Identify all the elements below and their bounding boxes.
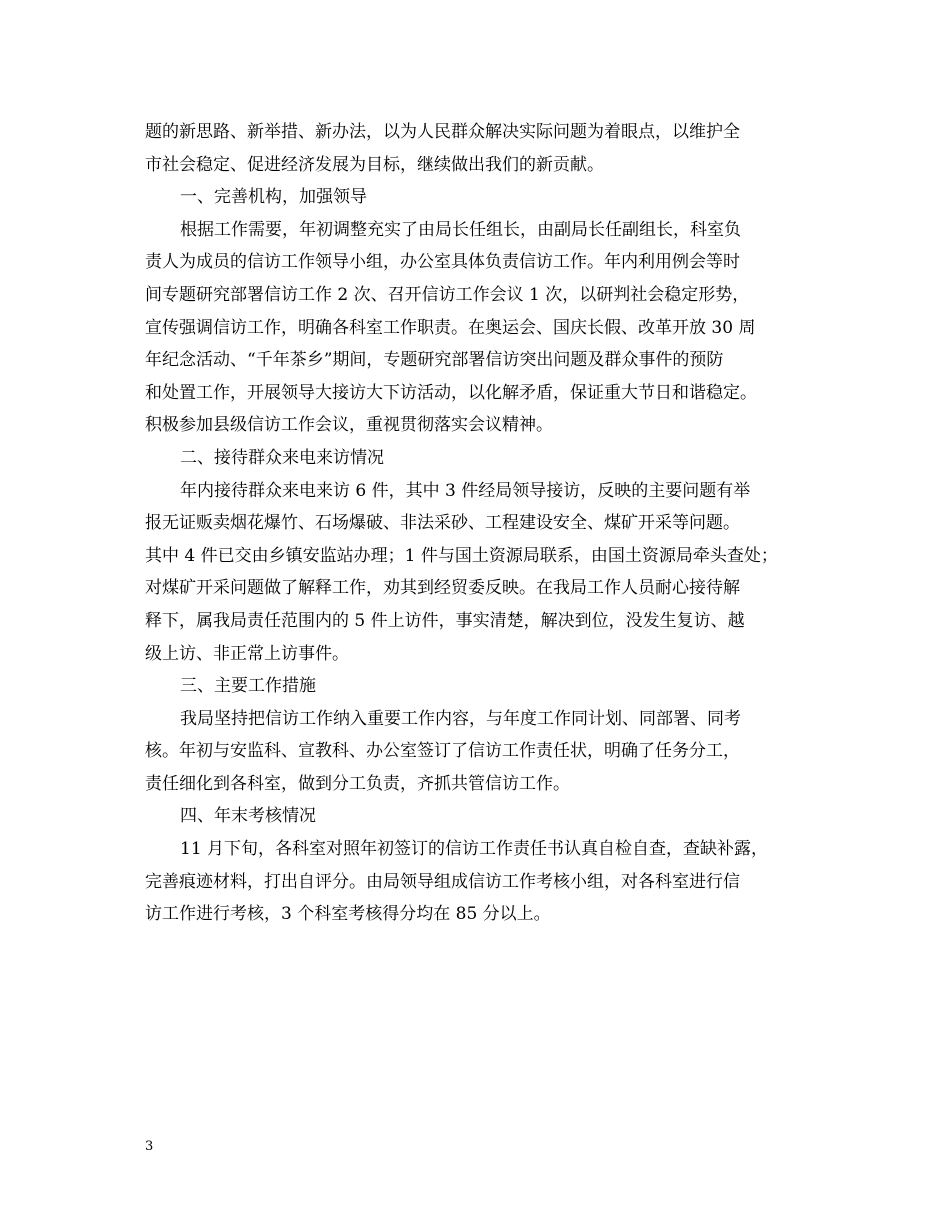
text-line: 我局坚持把信访工作纳入重要工作内容，与年度工作同计划、同部署、同考 bbox=[180, 708, 741, 729]
text-line: 根据工作需要，年初调整充实了由局长任组长，由副局长任副组长，科室负 bbox=[180, 219, 741, 240]
text-line: 一、完善机构，加强领导 bbox=[180, 187, 367, 208]
document-body bbox=[145, 116, 810, 931]
text-line: 二、接待群众来电来访情况 bbox=[180, 447, 384, 468]
text-line: 四、年末考核情况 bbox=[180, 806, 316, 827]
text-line: 积极参加县级信访工作会议，重视贯彻落实会议精神。 bbox=[145, 415, 553, 436]
text-line: 责任细化到各科室，做到分工负责，齐抓共管信访工作。 bbox=[145, 773, 570, 794]
text-line: 年纪念活动、“千年茶乡”期间，专题研究部署信访突出问题及群众事件的预防 bbox=[145, 350, 724, 371]
text-line: 年内接待群众来电来访 6 件，其中 3 件经局领导接访，反映的主要问题有举 bbox=[180, 480, 751, 501]
text-line: 对煤矿开采问题做了解释工作，劝其到经贸委反映。在我局工作人员耐心接待解 bbox=[145, 578, 740, 599]
text-line: 三、主要工作措施 bbox=[180, 676, 316, 697]
text-line: 访工作进行考核，3 个科室考核得分均在 85 分以上。 bbox=[145, 904, 551, 925]
text-line: 核。年初与安监科、宣教科、办公室签订了信访工作责任状，明确了任务分工， bbox=[145, 741, 740, 762]
text-line: 和处置工作，开展领导大接访大下访活动，以化解矛盾，保证重大节日和谐稳定。 bbox=[145, 382, 757, 403]
text-line: 11 月下旬，各科室对照年初签订的信访工作责任书认真自检自查，查缺补露， bbox=[180, 839, 769, 860]
text-line: 完善痕迹材料，打出自评分。由局领导组成信访工作考核小组，对各科室进行信 bbox=[145, 871, 740, 892]
text-line: 释下，属我局责任范围内的 5 件上访件，事实清楚，解决到位，没发生复访、越 bbox=[145, 610, 745, 631]
text-line: 间专题研究部署信访工作 2 次、召开信访工作会议 1 次，以研判社会稳定形势， bbox=[145, 284, 750, 305]
text-line: 宣传强调信访工作，明确各科室工作职责。在奥运会、国庆长假、改革开放 30 周 bbox=[145, 317, 756, 338]
page-number: 3 bbox=[145, 1139, 154, 1154]
text-line: 级上访、非正常上访事件。 bbox=[145, 643, 349, 664]
text-line: 责人为成员的信访工作领导小组，办公室具体负责信访工作。年内利用例会等时 bbox=[145, 252, 740, 273]
text-line: 题的新思路、新举措、新办法，以为人民群众解决实际问题为着眼点，以维护全 bbox=[145, 122, 740, 142]
text-line: 报无证贩卖烟花爆竹、石场爆破、非法采砂、工程建设安全、煤矿开采等问题。 bbox=[145, 513, 740, 534]
text-line: 市社会稳定、促进经济发展为目标，继续做出我们的新贡献。 bbox=[145, 154, 604, 175]
text-line: 其中 4 件已交由乡镇安监站办理；1 件与国土资源局联系，由国土资源局牵头查处； bbox=[145, 545, 778, 566]
